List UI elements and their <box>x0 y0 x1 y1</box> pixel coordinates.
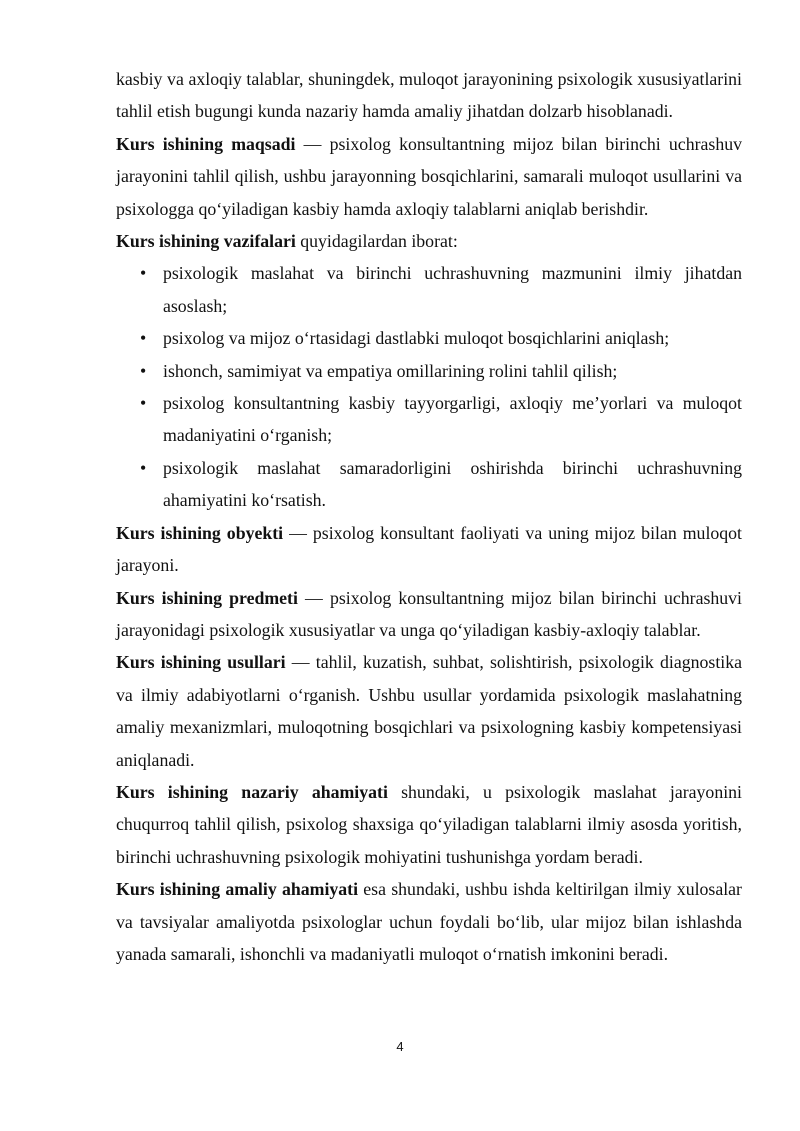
nazariy-heading: Kurs ishining nazariy ahamiyati <box>116 781 388 802</box>
obyekti-paragraph <box>116 517 742 582</box>
obyekti-heading: Kurs ishining obyekti <box>116 522 284 543</box>
bullet-icon: • <box>140 393 147 414</box>
maqsad-heading: Kurs ishining maqsadi <box>116 133 296 154</box>
bullet-icon: • <box>140 457 147 478</box>
obyekti-text: — psixolog konsultant faoliyati va uning mijoz bilan muloqot jarayoni. <box>116 522 742 576</box>
predmeti-text: — psixolog konsultantning mijoz bilan birinchi uchrashuvi jarayonidagi psixologik xususiyatlar va unga qo‘yiladigan kasbiy-axloqiy talablar. <box>116 587 742 640</box>
nazariy-paragraph <box>116 776 742 873</box>
predmeti-paragraph <box>116 582 742 647</box>
maqsad-paragraph <box>116 128 742 225</box>
list-item <box>116 452 742 517</box>
list-item-text: ishonch, samimiyat va empatiya omillarining rolini tahlil qilish; <box>163 360 618 381</box>
vazifalari-text: quyidagilardan iborat: <box>295 231 458 252</box>
intro-paragraph: kasbiy va axloqiy talablar, shuningdek, muloqot jarayonining psixologik xususiyatlarini tahlil etish bugungi kunda nazariy hamda amaliy jihatdan dolzarb hisoblanadi. <box>116 69 742 122</box>
list-item-text: psixologik maslahat samaradorligini oshirishda birinchi uchrashuvning ahamiyatini ko‘rsatish. <box>163 457 742 511</box>
page-body <box>116 63 742 970</box>
amaliy-heading: Kurs ishining amaliy ahamiyati <box>116 879 359 900</box>
nazariy-text: shundaki, u psixologik maslahat jarayonini chuqurroq tahlil qilish, psixolog shaxsiga qo‘yiladigan talablarni ilmiy asosda yoritish, birinchi uchrashuvning psixologik mohiyatini tushunishga yordam beradi. <box>116 781 742 867</box>
page-number: 4 <box>396 1039 404 1054</box>
maqsad-text: — psixolog konsultantning mijoz bilan birinchi uchrashuv jarayonini tahlil qilish, ushbu jarayonning bosqichlarini, samarali muloqot usullarini va psixologga qo‘yiladigan kasbiy hamda axloqiy talablarni aniqlab berishdir. <box>116 133 742 219</box>
list-item <box>116 355 742 387</box>
bullet-icon: • <box>140 328 147 349</box>
list-item-text: psixolog konsultantning kasbiy tayyorgarligi, axloqiy me’yorlari va muloqot madaniyatini o‘rganish; <box>163 393 742 446</box>
amaliy-paragraph <box>116 873 742 970</box>
list-item <box>116 387 742 452</box>
usullari-heading: Kurs ishining usullari <box>116 652 286 673</box>
list-item <box>116 322 742 354</box>
bullet-icon: • <box>140 360 147 381</box>
vazifalari-paragraph <box>116 225 742 257</box>
usullari-paragraph <box>116 646 742 776</box>
vazifalari-heading: Kurs ishining vazifalari <box>116 231 296 252</box>
list-item-text: psixolog va mijoz o‘rtasidagi dastlabki muloqot bosqichlarini aniqlash; <box>163 328 670 349</box>
usullari-text: — tahlil, kuzatish, suhbat, solishtirish, psixologik diagnostika va ilmiy adabiyotlarni o‘rganish. Ushbu usullar yordamida psixologik maslahatning amaliy mexanizmlari, muloqotning bosqichlari va psixologning kasbiy kompetensiyasi aniqlanadi. <box>116 652 742 770</box>
list-item-text: psixologik maslahat va birinchi uchrashuvning mazmunini ilmiy jihatdan asoslash; <box>163 263 742 316</box>
bullet-icon: • <box>140 263 147 284</box>
list-item <box>116 257 742 322</box>
tasks-list <box>116 257 742 516</box>
predmeti-heading: Kurs ishining predmeti <box>116 587 298 608</box>
amaliy-text: esa shundaki, ushbu ishda keltirilgan ilmiy xulosalar va tavsiyalar amaliyotda psixologlar uchun foydali bo‘lib, ular mijoz bilan ishlashda yanada samarali, ishonchli va madaniyatli muloqot o‘rnatish imkonini beradi. <box>116 879 742 964</box>
